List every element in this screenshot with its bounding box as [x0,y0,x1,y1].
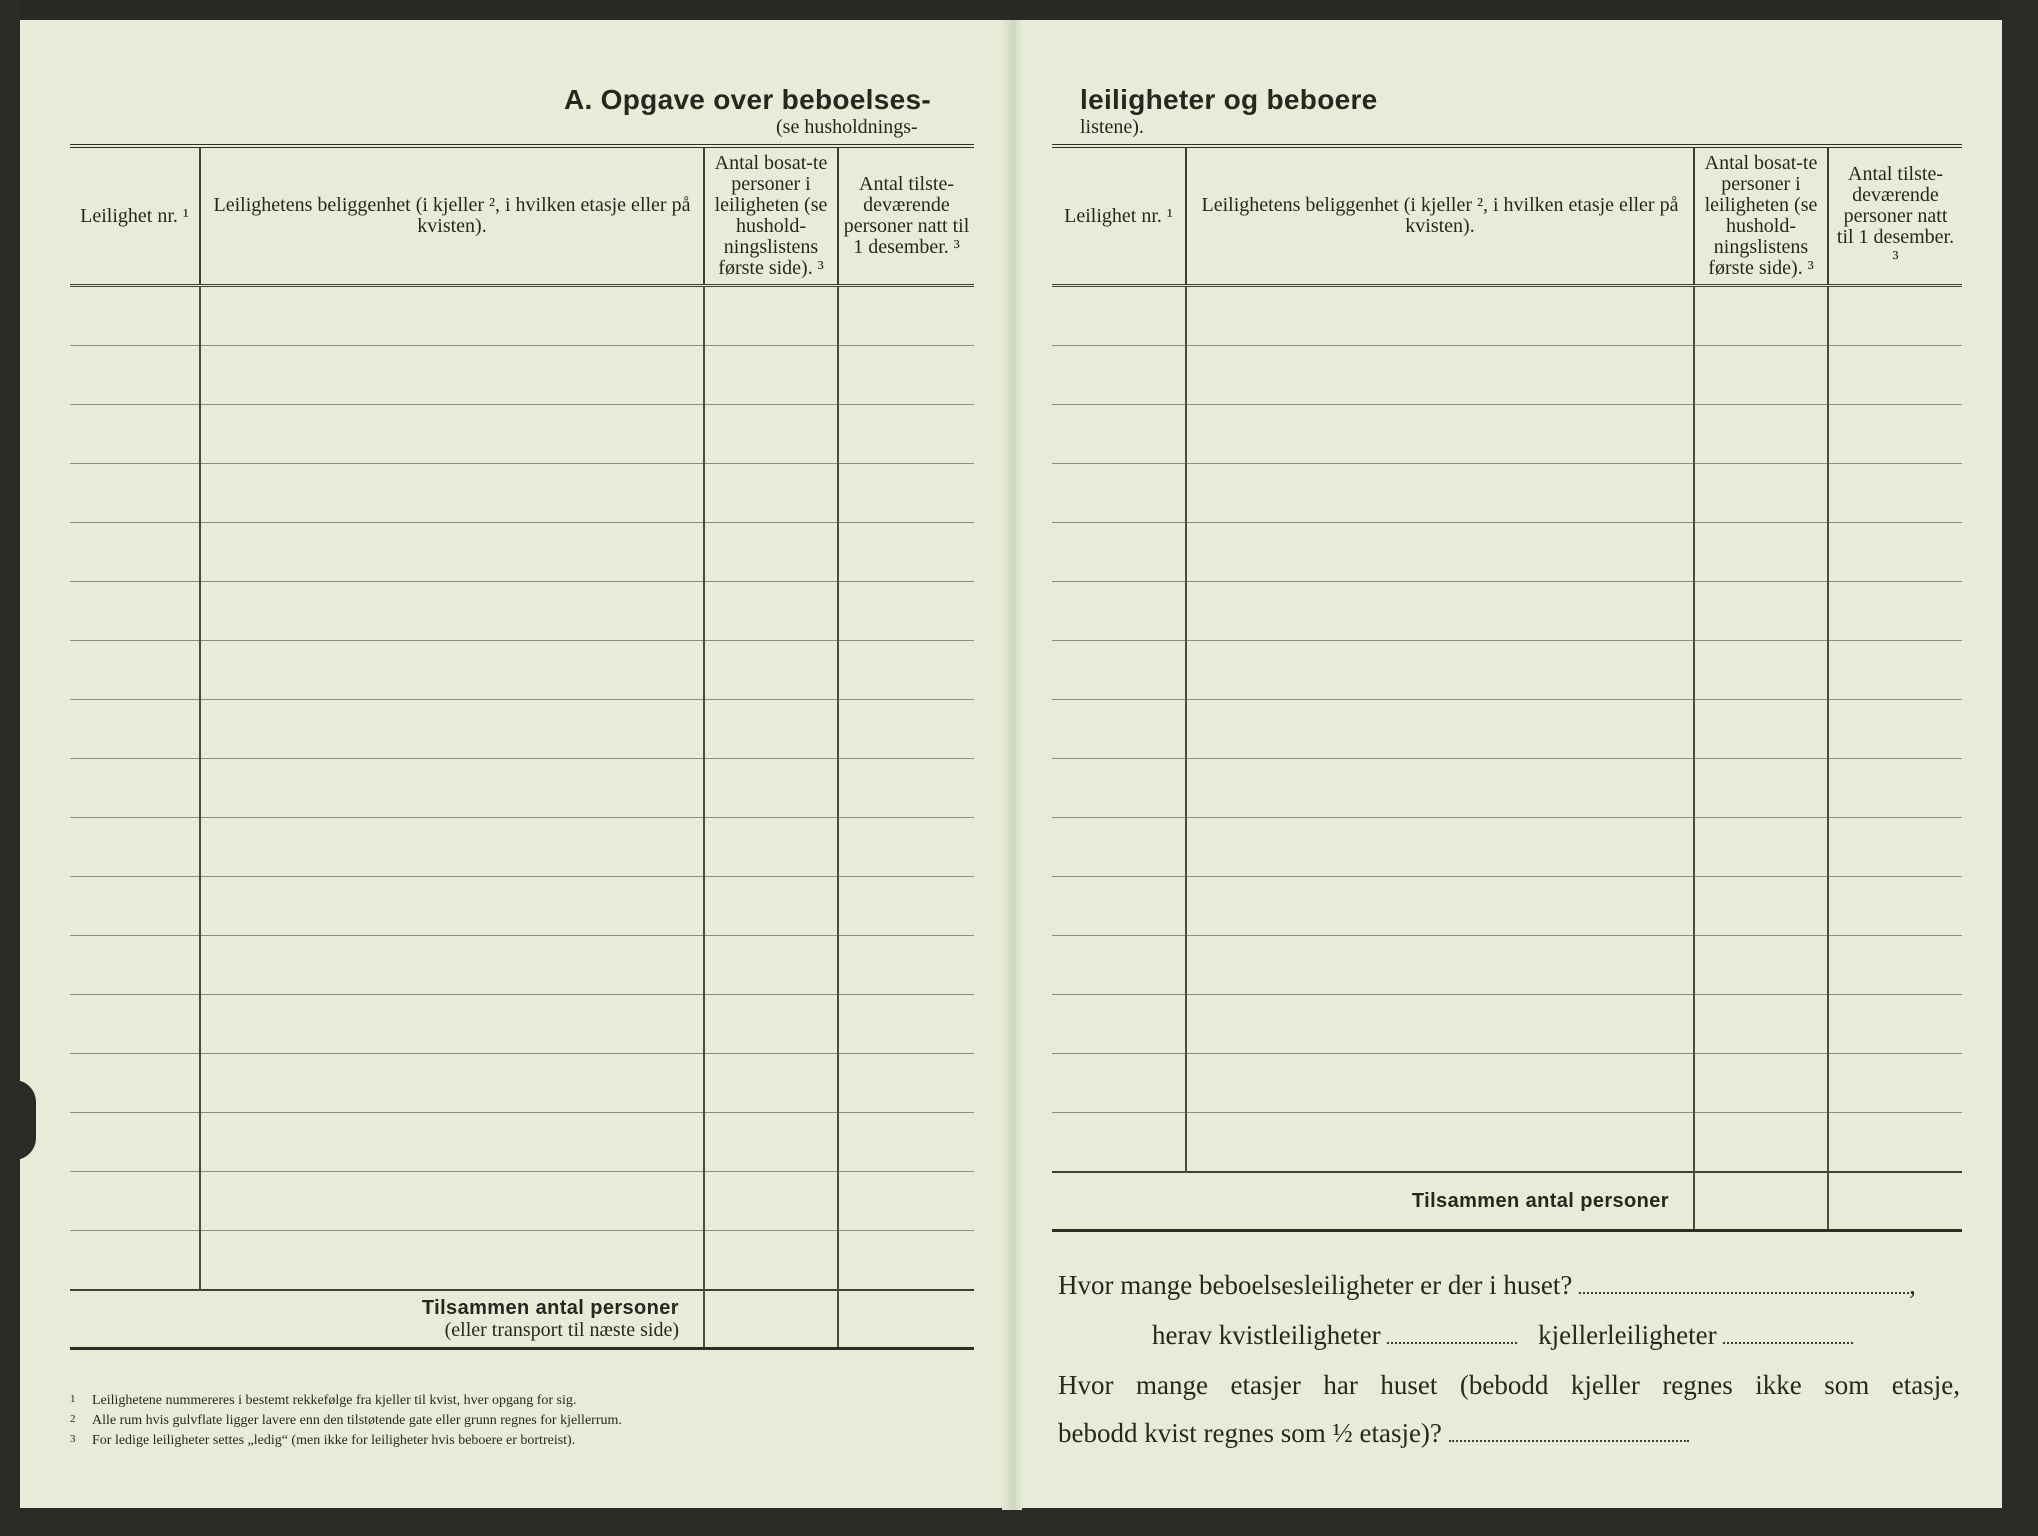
left-total-sublabel: (eller transport til næste side) [444,1319,679,1341]
table-row [1052,523,1962,582]
right-total-resident-cell[interactable] [1694,1172,1828,1231]
cell-resident[interactable] [704,700,838,759]
footnote-2: 2 Alle rum hvis gulvflate ligger lavere enn den tilstøtende gate eller grunn regnes for kjellerrum. [70,1413,622,1428]
cell-nr[interactable] [1052,582,1186,641]
right-total-label-cell [1052,1172,1694,1231]
table-row [70,582,974,641]
cell-present[interactable] [1828,286,1962,346]
cell-nr[interactable] [1052,877,1186,936]
cell-nr[interactable] [70,1172,200,1231]
cell-nr[interactable] [70,877,200,936]
footnotes [70,1390,974,1450]
cell-resident[interactable] [1694,818,1828,877]
cell-resident[interactable] [1694,700,1828,759]
cell-present[interactable] [1828,346,1962,405]
cell-present[interactable] [838,523,974,582]
table-row [70,1231,974,1291]
cell-resident[interactable] [1694,582,1828,641]
left-heading: A. Opgave over beboelses- [564,84,931,115]
cell-nr[interactable] [1052,641,1186,700]
left-total-resident-cell[interactable] [704,1290,838,1349]
cell-location[interactable] [1186,936,1694,995]
cell-resident[interactable] [704,286,838,346]
cell-resident[interactable] [1694,346,1828,405]
table-row [1052,405,1962,464]
table-row [70,405,974,464]
left-subheading: (se husholdnings- [776,116,918,138]
left-total-present-cell[interactable] [838,1290,974,1349]
right-total-present-cell[interactable] [1828,1172,1962,1231]
table-row [1052,641,1962,700]
scan-border-bottom [0,1508,2038,1536]
cell-nr[interactable] [70,995,200,1054]
col-header-resident: Antal bosat-te personer i leiligheten (se hushold-ningslistens første side). ³ [1694,146,1828,286]
cell-resident[interactable] [704,936,838,995]
cell-resident[interactable] [704,405,838,464]
cell-nr[interactable] [70,346,200,405]
cell-location[interactable] [1186,641,1694,700]
cell-location[interactable] [200,464,704,523]
cell-nr[interactable] [70,641,200,700]
cell-location[interactable] [200,759,704,818]
cell-location[interactable] [200,936,704,995]
cell-nr[interactable] [70,523,200,582]
cell-location[interactable] [1186,818,1694,877]
cell-nr[interactable] [1052,936,1186,995]
right-subheading: listene). [1080,116,1144,138]
left-total-label-cell [70,1290,704,1349]
table-row [70,818,974,877]
cell-present[interactable] [838,877,974,936]
table-row [70,1054,974,1113]
table-row [70,641,974,700]
table-row [1052,877,1962,936]
cell-present[interactable] [1828,759,1962,818]
cell-present[interactable] [838,700,974,759]
cell-nr[interactable] [1052,700,1186,759]
cell-nr[interactable] [70,1231,200,1291]
cell-present[interactable] [838,582,974,641]
cell-nr[interactable] [70,582,200,641]
col-header-resident: Antal bosat-te personer i leiligheten (se hushold-ningslistens første side). ³ [704,146,838,286]
left-total-label: Tilsammen antal personer [421,1297,679,1319]
col-header-nr: Leilighet nr. ¹ [70,146,200,286]
cell-location[interactable] [1186,523,1694,582]
table-row [1052,1054,1962,1113]
cell-present[interactable] [1828,641,1962,700]
cell-nr[interactable] [1052,286,1186,346]
cell-resident[interactable] [704,759,838,818]
cell-location[interactable] [200,1231,704,1291]
cell-present[interactable] [838,346,974,405]
cell-present[interactable] [838,641,974,700]
scan-border-top [0,0,2038,20]
cell-nr[interactable] [1052,995,1186,1054]
cell-resident[interactable] [704,582,838,641]
cell-present[interactable] [1828,818,1962,877]
cell-nr[interactable] [70,405,200,464]
cell-nr[interactable] [1052,1113,1186,1173]
cell-resident[interactable] [1694,995,1828,1054]
cell-location[interactable] [1186,877,1694,936]
cell-location[interactable] [1186,1113,1694,1173]
cell-location[interactable] [200,1054,704,1113]
cell-resident[interactable] [1694,286,1828,346]
cell-nr[interactable] [70,1113,200,1172]
cell-nr[interactable] [1052,523,1186,582]
cell-location[interactable] [1186,995,1694,1054]
cell-resident[interactable] [704,1113,838,1172]
cell-resident[interactable] [704,995,838,1054]
cell-location[interactable] [200,818,704,877]
cell-location[interactable] [200,641,704,700]
cell-present[interactable] [838,1054,974,1113]
table-row [1052,818,1962,877]
cell-location[interactable] [1186,286,1694,346]
table-row [70,936,974,995]
cell-location[interactable] [200,582,704,641]
cell-nr[interactable] [70,700,200,759]
table-row [1052,995,1962,1054]
table-row [1052,759,1962,818]
question-floors-continued: bebodd kvist regnes som ½ etasje)? [1058,1418,1689,1449]
table-row [1052,1113,1962,1173]
cell-location[interactable] [200,995,704,1054]
cell-present[interactable] [1828,700,1962,759]
col-header-location: Leilighetens beliggenhet (i kjeller ², i hvilken etasje eller på kvisten). [200,146,704,286]
table-row [1052,936,1962,995]
cell-resident[interactable] [1694,405,1828,464]
answer-apartments-field[interactable] [1579,1272,1909,1294]
cell-location[interactable] [1186,405,1694,464]
footnote-1: 1 Leilighetene nummereres i bestemt rekkefølge fra kjeller til kvist, hver opgang for sig. [70,1393,577,1408]
cell-nr[interactable] [70,464,200,523]
cell-present[interactable] [838,1231,974,1291]
cell-resident[interactable] [1694,641,1828,700]
cell-resident[interactable] [1694,877,1828,936]
cell-present[interactable] [838,1172,974,1231]
cell-location[interactable] [200,346,704,405]
cell-nr[interactable] [1052,464,1186,523]
cell-present[interactable] [1828,523,1962,582]
question-attic-cellar: herav kvistleiligheter kjellerleiligheter [1152,1320,1853,1351]
scan-border-right [2002,0,2038,1536]
cell-location[interactable] [200,523,704,582]
cell-nr[interactable] [1052,1054,1186,1113]
cell-resident[interactable] [704,1231,838,1291]
cell-present[interactable] [838,995,974,1054]
cell-resident[interactable] [704,641,838,700]
table-row [70,523,974,582]
cell-location[interactable] [1186,1054,1694,1113]
table-row [1052,346,1962,405]
cell-resident[interactable] [704,464,838,523]
paper-notch [14,1080,36,1160]
cell-location[interactable] [200,877,704,936]
right-total-row [1052,1172,1962,1231]
cell-resident[interactable] [1694,759,1828,818]
answer-cellar-field[interactable] [1723,1322,1853,1344]
cell-resident[interactable] [704,523,838,582]
table-row [70,1172,974,1231]
table-header-row [70,146,974,286]
cell-location[interactable] [200,1113,704,1172]
table-row [1052,464,1962,523]
table-row [70,286,974,346]
cell-present[interactable] [838,936,974,995]
col-header-nr: Leilighet nr. ¹ [1052,146,1186,286]
table-row [1052,582,1962,641]
answer-floors-field[interactable] [1449,1420,1689,1442]
cell-nr[interactable] [1052,759,1186,818]
answer-attic-field[interactable] [1387,1322,1517,1344]
table-header-row [1052,146,1962,286]
cell-present[interactable] [1828,1113,1962,1173]
cell-present[interactable] [1828,936,1962,995]
table-row [70,877,974,936]
cell-resident[interactable] [1694,936,1828,995]
cell-present[interactable] [838,818,974,877]
table-row [1052,286,1962,346]
cell-location[interactable] [200,286,704,346]
table-row [70,995,974,1054]
cell-nr[interactable] [70,759,200,818]
cell-nr[interactable] [1052,405,1186,464]
cell-nr[interactable] [70,286,200,346]
cell-present[interactable] [838,759,974,818]
cell-resident[interactable] [704,877,838,936]
col-header-location: Leilighetens beliggenhet (i kjeller ², i hvilken etasje eller på kvisten). [1186,146,1694,286]
cell-location[interactable] [1186,582,1694,641]
table-row [70,1113,974,1172]
cell-location[interactable] [200,405,704,464]
cell-nr[interactable] [1052,818,1186,877]
left-total-row [70,1290,974,1349]
left-apartment-table [70,144,974,1350]
cell-present[interactable] [1828,464,1962,523]
cell-nr[interactable] [70,1054,200,1113]
cell-nr[interactable] [70,936,200,995]
table-row [1052,700,1962,759]
cell-present[interactable] [838,286,974,346]
cell-location[interactable] [1186,700,1694,759]
question-apartments: Hvor mange beboelsesleiligheter er der i huset? , [1058,1270,1916,1300]
cell-resident[interactable] [1694,1113,1828,1173]
cell-nr[interactable] [70,818,200,877]
cell-present[interactable] [838,1113,974,1172]
right-table-body [1052,286,1962,1173]
col-header-present: Antal tilste-deværende personer natt til 1 desember. ³ [838,146,974,286]
footnote-3: 3 For ledige leiligheter settes „ledig“ (men ikke for leiligheter hvis beboere er bortreist). [70,1433,576,1448]
question-floors: Hvor mange etasjer har huset (bebodd kjeller regnes ikke som etasje, [1058,1370,1960,1400]
right-apartment-table [1052,144,1962,1232]
cell-resident[interactable] [1694,523,1828,582]
right-total-label: Tilsammen antal personer [1411,1190,1669,1212]
cell-location[interactable] [200,1172,704,1231]
cell-resident[interactable] [1694,464,1828,523]
cell-resident[interactable] [704,818,838,877]
cell-resident[interactable] [704,346,838,405]
cell-resident[interactable] [704,1172,838,1231]
cell-present[interactable] [1828,582,1962,641]
cell-present[interactable] [838,405,974,464]
table-row [70,759,974,818]
cell-present[interactable] [1828,405,1962,464]
cell-present[interactable] [1828,995,1962,1054]
cell-present[interactable] [838,464,974,523]
cell-present[interactable] [1828,1054,1962,1113]
cell-resident[interactable] [1694,1054,1828,1113]
table-row [70,346,974,405]
table-row [70,700,974,759]
page-fold [1002,20,1022,1510]
cell-nr[interactable] [1052,346,1186,405]
right-heading: leiligheter og beboere [1080,84,1378,115]
cell-location[interactable] [1186,759,1694,818]
cell-location[interactable] [200,700,704,759]
scan-border-left [0,0,20,1536]
col-header-present: Antal tilste-deværende personer natt til 1 desember. ³ [1828,146,1962,286]
left-table-body [70,286,974,1291]
table-row [70,464,974,523]
cell-resident[interactable] [704,1054,838,1113]
cell-location[interactable] [1186,464,1694,523]
cell-present[interactable] [1828,877,1962,936]
cell-location[interactable] [1186,346,1694,405]
